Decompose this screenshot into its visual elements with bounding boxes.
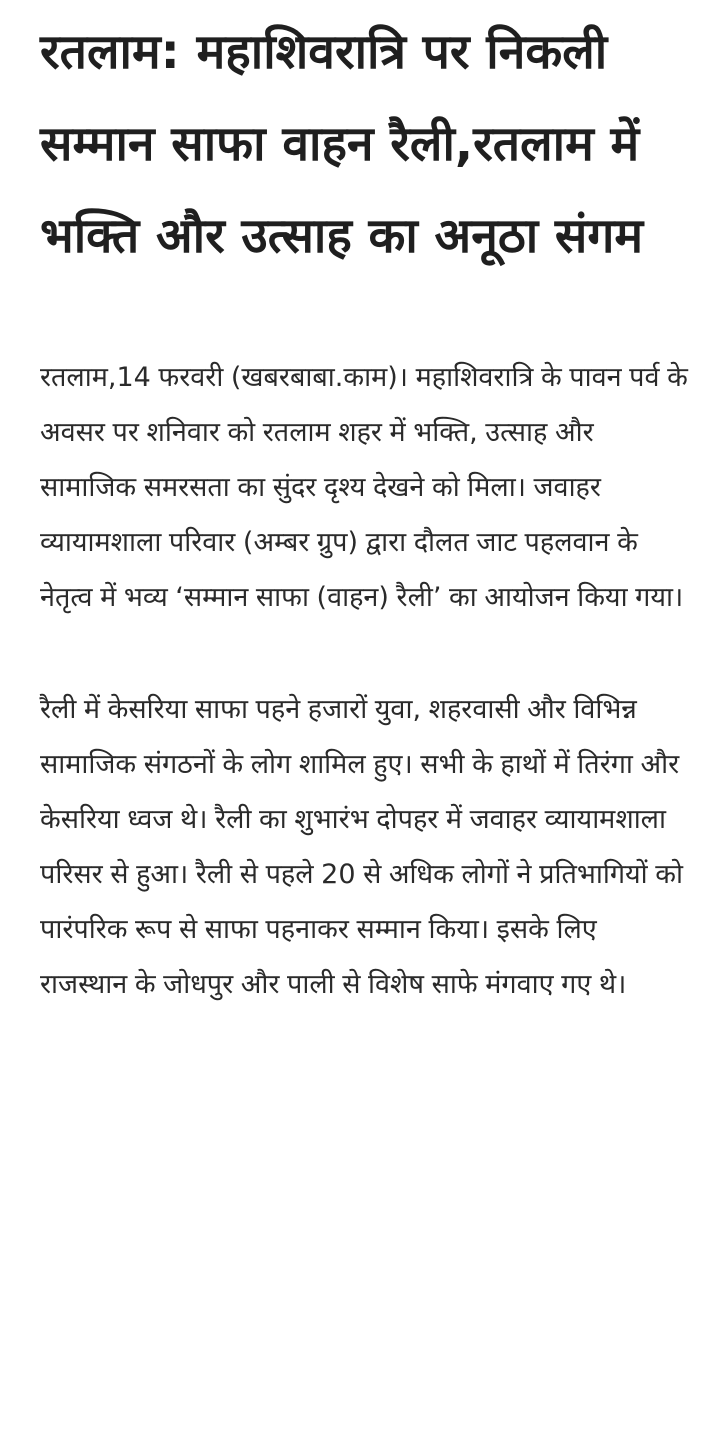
article-body: [40, 350, 690, 1012]
article-headline: रतलाम: महाशिवरात्रि पर निकली सम्मान साफा वाहन रैली,रतलाम में भक्ति और उत्साह का अनूठा संगम: [40, 24, 644, 264]
article-paragraph: रतलाम,14 फरवरी (खबरबाबा.काम)। महाशिवरात्रि के पावन पर्व के अवसर पर शनिवार को रतलाम शहर में भक्ति, उत्साह और सामाजिक समरसता का सुंदर दृश्य देखने को मिला। जवाहर व्यायामशाला परिवार (अम्बर ग्रुप) द्वारा दौलत जाट पहलवान के नेतृत्व में भव्य ‘सम्मान साफा (वाहन) रैली’ का आयोजन किया गया।: [40, 362, 688, 613]
article-paragraph: रैली में केसरिया साफा पहने हजारों युवा, शहरवासी और विभिन्न सामाजिक संगठनों के लोग शामिल हुए। सभी के हाथों में तिरंगा और केसरिया ध्वज थे। रैली का शुभारंभ दोपहर में जवाहर व्यायामशाला परिसर से हुआ। रैली से पहले 20 से अधिक लोगों ने प्रतिभागियों को पारंपरिक रूप से साफा पहनाकर सम्मान किया। इसके लिए राजस्थान के जोधपुर और पाली से विशेष साफे मंगवाए गए थे।: [40, 694, 683, 1000]
